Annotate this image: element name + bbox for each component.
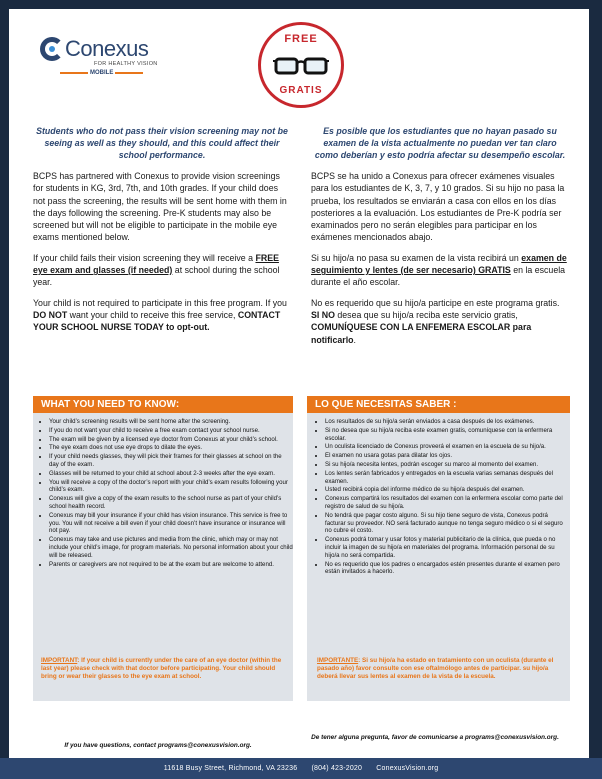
english-paragraph-2: If your child fails their vision screening they will receive a FREE eye exam and glasses (if needed) at school during the school year. — [33, 252, 280, 288]
spanish-paragraph-3: No es requerido que su hijo/a participe en este programa gratis. SI NO desea que su hijo/a reciba este servicio gratis, COMUNÍQUESE CON LA ENFEMERA ESCOLAR para notificarlo. — [311, 297, 560, 345]
list-item: • No es requerido que los padres o encargados estén presentes durante el examen pero están invitados a hacerlo. — [325, 561, 569, 577]
list-item: • Parents or caregivers are not required to be at the exam but are welcome to attend. — [49, 561, 293, 569]
glasses-icon — [273, 53, 329, 79]
spanish-bullet-list — [313, 418, 569, 577]
footer-address: 11618 Busy Street, Richmond, VA 23236 — [163, 765, 298, 772]
english-questions-contact: If you have questions, contact programs@conexusvision.org. — [64, 742, 252, 749]
spanish-paragraph-2: Si su hijo/a no pasa su examen de la vista recibirá un examen de seguimiento y lentes (de ser necesario) GRATIS en la escuela durante el año escolar. — [311, 252, 567, 288]
spanish-questions-contact: De tener alguna pregunta, favor de comunicarse a programs@conexusvision.org. — [311, 734, 559, 741]
list-item: • If you do not want your child to receive a free exam contact your school nurse. — [49, 427, 293, 435]
conexus-logo — [40, 36, 180, 76]
list-item: • Si su hijo/a necesita lentes, podrán escoger su marco al momento del examen. — [325, 461, 569, 469]
logo-tagline: FOR HEALTHY VISION — [94, 61, 158, 67]
list-item: • Your child’s screening results will be sent home after the screening. — [49, 418, 293, 426]
list-item: • Conexus may bill your insurance if your child has vision insurance. This service is free to you. You will not receive a bill even if your child doesn’t have insurance or insurance will not pay. — [49, 512, 293, 535]
english-paragraph-1: BCPS has partnered with Conexus to provide vision screenings for students in KG, 3rd, 7th, and 10th grades. If your child does not pass the screening, the results will be sent home with them in the days following the screening. Pre-K students may also be screened but will not be eligible to participate in the mobile eye exams mentioned below. — [33, 171, 287, 243]
spanish-intro: Es posible que los estudiantes que no hayan pasado su examen de la vista actualmente no puedan ver tan claro como deberían y esto podría afectar su desempeño escolar. — [314, 126, 566, 160]
stamp-gratis-text: GRATIS — [279, 85, 323, 96]
list-item: • Conexus podrá tomar y usar fotos y material publicitario de la clínica, que pueda o no incluir la imagen de su hijo/a en materiales del programa. Información personal de su hijo/a no será compartida. — [325, 536, 569, 559]
list-item: • Conexus compartirá los resultados del examen con la enfermera escolar como parte del registro de salud de su hijo/a. — [325, 495, 569, 511]
list-item: • Glasses will be returned to your child at school about 2-3 weeks after the eye exam. — [49, 470, 293, 478]
english-column — [33, 125, 291, 342]
list-item: • Usted recibirá copia del informe médico de su hijo/a después del examen. — [325, 486, 569, 494]
list-item: • The eye exam does not use eye drops to dilate the eyes. — [49, 444, 293, 452]
footer-website-link[interactable]: ConexusVision.org — [376, 765, 439, 772]
list-item: • No tendrá que pagar costo alguno. Si su hijo tiene seguro de vista, Conexus podrá facturar su proveedor. NO será facturado aunque no tenga seguro médico o si el seguro no cubre el costo. — [325, 512, 569, 535]
spanish-section-heading: LO QUE NECESITAS SABER : — [307, 396, 570, 413]
logo-sub: MOBILE — [90, 70, 114, 76]
list-item: • El examen no usara gotas para dilatar los ojos. — [325, 452, 569, 460]
spanish-paragraph-1: BCPS se ha unido a Conexus para ofrecer exámenes visuales para los estudiantes de K, 3, 7, y 10 grados. Si su hijo no pasa la prueba, los resultados se enviarán a casa con ellos en los días posteriores a la evaluación. Los estudiantes de Pre-K podría ser examinados pero no serán elegibles para participar en los exámenes mencionados abajo. — [311, 171, 565, 243]
list-item: • You will receive a copy of the doctor’s report with your child’s exam results following your child’s exam. — [49, 479, 293, 495]
list-item: • Conexus may take and use pictures and media from the clinic, which may or may not include your child’s image, for program materials. No personal information about your child will be released. — [49, 536, 293, 559]
list-item: • If your child needs glasses, they will pick their frames for their glasses at school on the day of the exam. — [49, 453, 293, 469]
list-item: • Un oculista licenciado de Conexus proveerá el examen en la escuela de su hijo/a. — [325, 443, 569, 451]
list-item: • Los lentes serán fabricados y entregados en la escuela varias semanas después del examen. — [325, 470, 569, 486]
footer-phone: (804) 423-2020 — [311, 765, 363, 772]
english-section-heading: WHAT YOU NEED TO KNOW: — [33, 396, 293, 413]
spanish-important-note: IMPORTANTE: Si su hijo/a ha estado en tratamiento con un oculista (durante el pasado año) favor consulte con ese oftalmólogo antes de participar. su hijo/a deberá llevar sus lentes al examen de la vista de la escuela. — [317, 657, 554, 681]
stamp-free-text: FREE — [284, 33, 318, 45]
spanish-column — [311, 125, 569, 354]
free-gratis-stamp — [258, 22, 344, 108]
footer-bar — [0, 758, 602, 779]
list-item: • Conexus will give a copy of the exam results to the school nurse as part of your child’s school health record. — [49, 495, 293, 511]
logo-name: Conexus — [65, 36, 149, 61]
english-bullet-list — [37, 418, 293, 569]
list-item: • Los resultados de su hijo/a serán enviados a casa después de los exámenes. — [325, 418, 569, 426]
english-intro: Students who do not pass their vision screening may not be seeing as well as they should, and this could affect their school performance. — [36, 126, 288, 160]
english-paragraph-3: Your child is not required to participate in this free program. If you DO NOT want your child to receive this free service, CONTACT YOUR SCHOOL NURSE TODAY to opt-out. — [33, 297, 287, 333]
conexus-logo-icon — [40, 37, 64, 61]
list-item: • Si no desea que su hijo/a reciba este examen gratis, comuníquese con la enfermera escolar. — [325, 427, 569, 443]
list-item: • The exam will be given by a licensed eye doctor from Conexus at your child’s school. — [49, 436, 293, 444]
english-important-note: IMPORTANT: If your child is currently under the care of an eye doctor (within the last year) please check with that doctor before participating. Your child should bring or wear their glasses to the eye exam at school. — [41, 657, 282, 681]
